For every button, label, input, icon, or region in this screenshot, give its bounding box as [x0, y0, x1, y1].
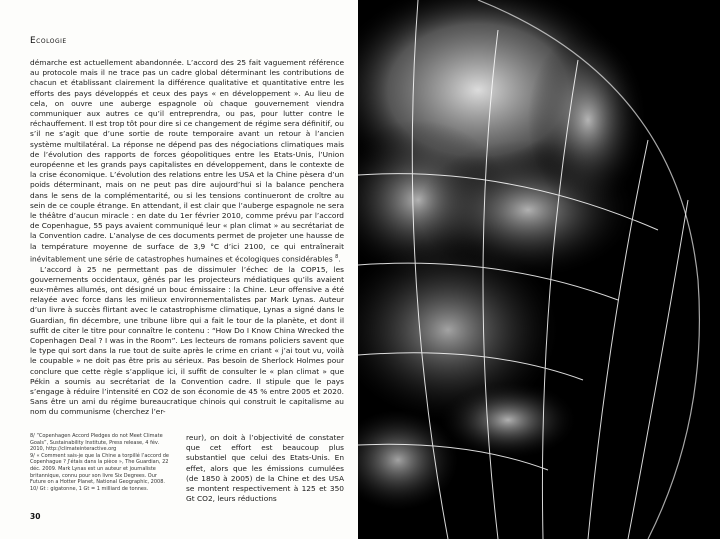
paragraph-2-text: L’accord à 25 ne permettant pas de dissimuler l’échec de la COP15, les gouvernements occidentaux, gênés par les projecteurs médiatiques qu’ils avaient eux-mêmes allumés, ont désigné un bouc émissaire : la Chine. Leur offensive a été relayée avec force dans les milieux environnementalistes par Mark Lynas. Auteur d’un livre à succès flirtant avec le catastrophisme climatique, Lynas a signé dans le Guardian, fin décembre, une tribune libre qui a fait le tour de la planète, et dont il suffit de citer le titre pour connaître le contenu : “How Do I Know China Wrecked the Copenhagen Deal ? I was in the Room”. Les lecteurs de romans policiers savent que le type qui sort dans la rue tout de suite après le crime en criant « j’ai tout vu, voilà le coupable » ne doit pas être pris au sérieux. Pas besoin de Sherlock Holmes pour conclure que cette règle s’applique ici, il suffit de consulter le « plan climat » que Pékin a soumis au secrétariat de la Convention cadre. Il stipule que le pays s’engage à réduire l’intensité en CO2 de son économie de 45 % entre 2005 et 2020. Sans être un ami du régime bureaucratique chinois qui construit le capitalisme au nom du communisme (cherchez l’er- — [30, 264, 344, 417]
section-header: Ecologie — [30, 36, 67, 46]
continuation-column — [186, 433, 344, 504]
footnote-10: 10/ Gt : gigatonne, 1 Gt = 1 milliard de tonnes. — [30, 485, 149, 492]
right-page-image — [358, 0, 720, 539]
globe-photo-illustration — [358, 0, 720, 539]
page-number: 30 — [30, 512, 41, 521]
footnote-ref-8: 8 — [335, 253, 339, 260]
footnote-9: 9/ « Comment sais-je que la Chine a torpillé l’accord de Copenhague ? J’étais dans la pièce », The Guardian, 22 déc. 2009. Mark Lynas est un auteur et journaliste britannique, connu pour son livre Six Degrees. Our Future on a Hotter Planet, National Geographic, 2008. — [30, 452, 169, 486]
footnotes — [30, 433, 170, 492]
footnote-8: 8/ “Copenhagen Accord Pledges do not Meet Climate Goals”, Sustainability Institute, Press release, 4 fév. 2010, http://climateinteractive.org — [30, 433, 163, 453]
continuation-text: reur), on doit à l’objectivité de constater que cet effort est beaucoup plus substantiel que celui des Etats-Unis. En effet, alors que les émissions cumulées (de 1850 à 2005) de la Chine et des USA se montent respectivement à 125 et 350 Gt CO2, leurs réductions — [186, 433, 344, 504]
left-page — [0, 0, 358, 539]
paragraph-1: démarche est actuellement abandonnée. L’accord des 25 fait vaguement référence au protocole mais il ne trace pas un cadre global déterminant les contributions de chacun et établissant clairement la différence qualitative et quantitative entre les efforts des pays développés et ceux des pays « en développement ». Au lieu de cela, on ouvre une auberge espagnole où chaque gouvernement viendra communiquer aux autres ce qu’il entreprendra, ou pas, pour lutter contre le réchauffement. Il est trop tôt pour dire si ce changement de régime sera définitif, ou s’il ne s’agit que d’une sortie de route temporaire avant un retour à l’ancien système multilatéral. La réponse ne dépend pas des négociations climatiques mais de l’évolution des rapports de forces géopolitiques entre les Etats-Unis, l’Union européenne et les grands pays capitalistes en développement, dans le contexte de la crise économique. L’évolution des relations entre les USA et la Chine pèsera d’un poids déterminant, mais on ne peut pas dire aujourd’hui si la balance penchera dans le sens de la complémentarité, ou si les tensions continueront de croître au sein de ce couple étrange. En attendant, il est clair que l’auberge espagnole ne sera le théâtre d’aucun miracle : en date du 1er février 2010, comme prévu par l’accord de Copenhague, 55 pays avaient communiqué leur « plan climat » au secrétariat de la Convention cadre. L’analyse de ces documents permet de projeter une hausse de la température moyenne de surface de 3,9 °C d’ici 2100, ce qui entraînerait inévitablement une série de catastrophes humaines et écologiques considérables $^8$. — [30, 58, 344, 264]
main-text — [30, 58, 344, 418]
paragraph-2 — [30, 265, 344, 418]
paragraph-1-text: démarche est actuellement abandonnée. L’accord des 25 fait vaguement référence au protocole mais il ne trace pas un cadre global déterminant les contributions de chacun et établissant clairement la différence qualitative et quantitative entre les efforts des pays développés et ceux des pays « en développement ». Au lieu de cela, on ouvre une auberge espagnole où chaque gouvernement viendra communiquer aux autres ce qu’il entreprendra, ou pas, pour lutter contre le réchauffement. Il est trop tôt pour dire si ce changement de régime sera définitif, ou s’il ne s’agit que d’une sortie de route temporaire avant un retour à l’ancien système multilatéral. La réponse ne dépend pas des négociations climatiques mais de l’évolution des rapports de forces géopolitiques entre les Etats-Unis, l’Union européenne et les grands pays capitalistes en développement, dans le contexte de la crise économique. L’évolution des relations entre les USA et la Chine pèsera d’un poids déterminant, mais on ne peut pas dire aujourd’hui si la balance penchera dans le sens de la complémentarité, ou si les tensions continueront de croître au sein de ce couple étrange. En attendant, il est clair que l’auberge espagnole ne sera le théâtre d’aucun miracle : en date du 1er février 2010, comme prévu par l’accord de Copenhague, 55 pays avaient communiqué leur « plan climat » au secrétariat de la Convention cadre. L’analyse de ces documents permet de projeter une hausse de la température moyenne de surface de 3,9 °C d’ici 2100, ce qui entraînerait inévitablement une série de catastrophes humaines et écologiques considérables — [30, 58, 344, 264]
